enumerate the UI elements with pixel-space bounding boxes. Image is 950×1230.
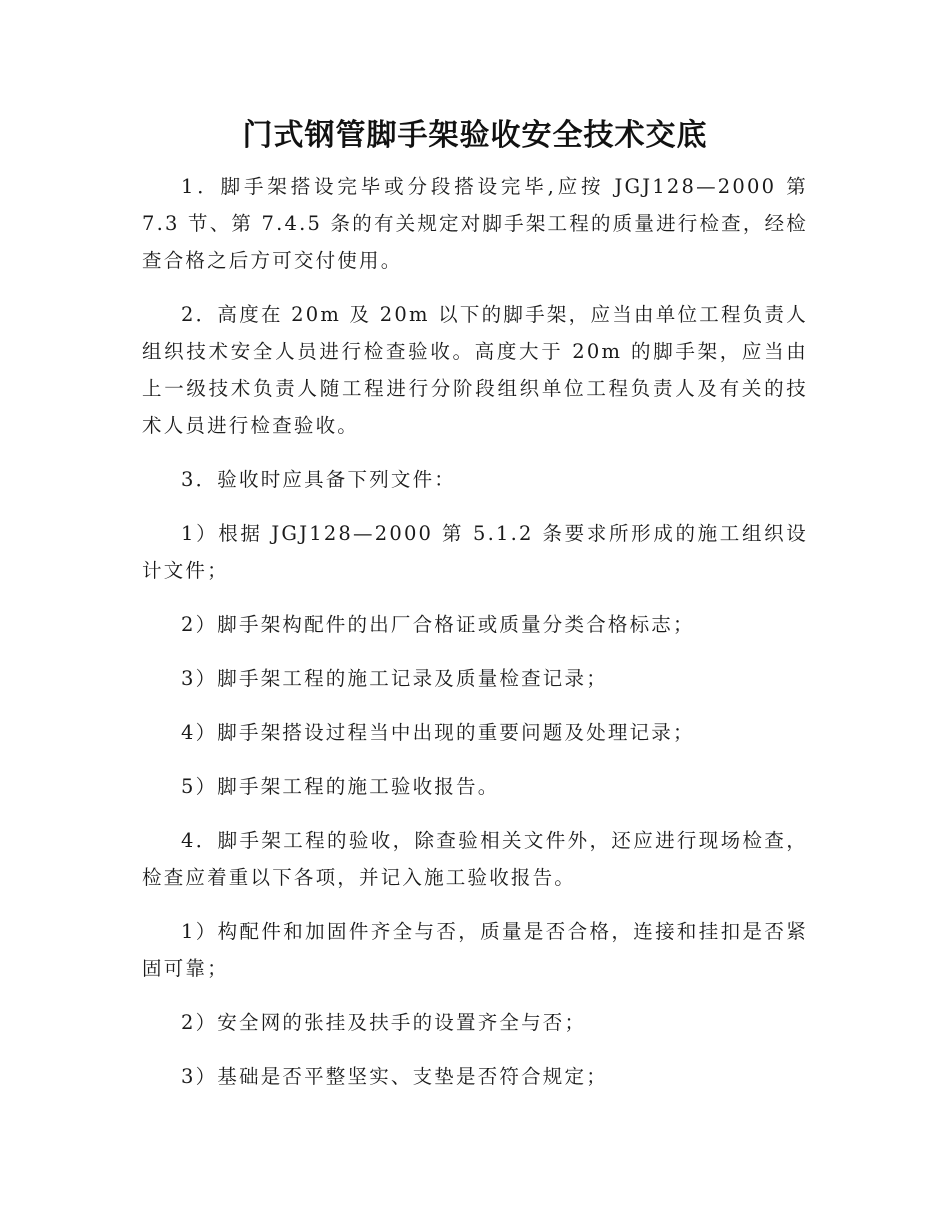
paragraph-2: 2．高度在 20m 及 20m 以下的脚手架，应当由单位工程负责人组织技术安全人员进行检查验收。高度大于 20m 的脚手架，应当由上一级技术负责人随工程进行分阶段组织单位工程负责人及有关的技术人员进行检查验收。 [142, 303, 808, 437]
paragraph-3-item-1: 1）根据 JGJ128—2000 第 5.1.2 条要求所形成的施工组织设计文件； [142, 522, 808, 582]
paragraph-3: 3．验收时应具备下列文件： [181, 468, 457, 491]
paragraph-4-item-3: 3）基础是否平整坚实、支垫是否符合规定； [181, 1065, 608, 1088]
document-body [142, 168, 808, 1112]
paragraph-3-item-5: 5）脚手架工程的施工验收报告。 [181, 775, 500, 798]
paragraph-3-item-4: 4）脚手架搭设过程当中出现的重要问题及处理记录； [181, 721, 695, 744]
paragraph-3-item-3: 3）脚手架工程的施工记录及质量检查记录； [181, 667, 608, 690]
paragraph-1: 1．脚手架搭设完毕或分段搭设完毕,应按 JGJ128—2000 第 7.3 节、第 7.4.5 条的有关规定对脚手架工程的质量进行检查，经检查合格之后方可交付使用。 [142, 175, 808, 272]
paragraph-3-item-2: 2）脚手架构配件的出厂合格证或质量分类合格标志； [181, 613, 695, 636]
paragraph-4: 4．脚手架工程的验收，除查验相关文件外，还应进行现场检查，检查应着重以下各项，并记入施工验收报告。 [142, 829, 808, 889]
paragraph-4-item-1: 1）构配件和加固件齐全与否，质量是否合格，连接和挂扣是否紧固可靠； [142, 920, 808, 980]
document-title: 门式钢管脚手架验收安全技术交底 [242, 118, 708, 153]
paragraph-4-item-2: 2）安全网的张挂及扶手的设置齐全与否； [181, 1011, 587, 1034]
